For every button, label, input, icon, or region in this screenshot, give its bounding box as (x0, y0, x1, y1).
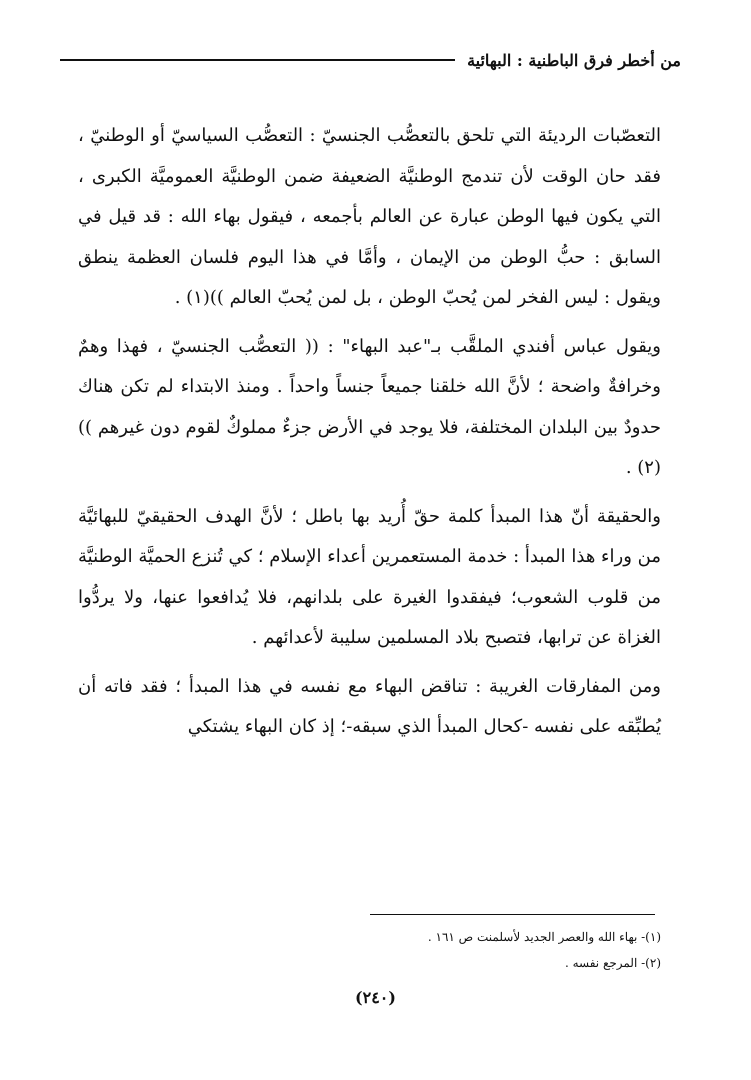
footnote: (١)- بهاء الله والعصر الجديد لأسلمنت ص ١٦١ . (427, 930, 661, 944)
running-header (60, 40, 681, 80)
footnote-separator (370, 914, 655, 915)
footnote: (٢)- المرجع نفسه . (564, 956, 661, 970)
body-text (78, 116, 661, 756)
paragraph: والحقيقة أنّ هذا المبدأ كلمة حقّ أُريد بها باطل ؛ لأنَّ الهدف الحقيقيّ للبهائيَّة من وراء هذا المبدأ : خدمة المستعمرين أعداء الإسلام ؛ كي تُنزع الحميَّة الوطنيَّة من قلوب الشعوب؛ فيفقدوا الغيرة على بلدانهم، فلا يُدافعوا عنها، ولا يردُّوا الغزاة عن ترابها، فتصبح بلاد المسلمين سليبة لأعدائهم . (78, 505, 661, 648)
paragraph: ويقول عباس أفندي الملقَّب بـ"عبد البهاء" : (( التعصُّب الجنسيّ ، فهذا وهمٌ وخرافةٌ واضحة ؛ لأنَّ الله خلقنا جميعاً جنساً واحداً . ومنذ الابتداء لم تكن هناك حدودٌ بين البلدان المختلفة، فلا يوجد في الأرض جزءٌ مملوكٌ لقوم دون غيرهم ))(٢) . (78, 335, 661, 478)
header-title: من أخطر فرق الباطنية : البهائية (467, 50, 681, 70)
footnotes (200, 924, 661, 976)
page-number: (٢٤٠) (355, 988, 396, 1007)
paragraph: التعصّبات الرديئة التي تلحق بالتعصُّب الجنسيّ : التعصُّب السياسيّ أو الوطنيّ ، فقد حان الوقت لأن تندمج الوطنيَّة الضعيفة ضمن الوطنيَّة العموميَّة الكبرى ، التي يكون فيها الوطن عبارة عن العالم بأجمعه ، فيقول بهاء الله : قد قيل في السابق : حبُّ الوطن من الإيمان ، وأمَّا في هذا اليوم فلسان العظمة ينطق ويقول : ليس الفخر لمن يُحبّ الوطن ، بل لمن يُحبّ العالم ))(١) . (78, 125, 661, 308)
paragraph: ومن المفارقات الغريبة : تناقض البهاء مع نفسه في هذا المبدأ ؛ فقد فاته أن يُطبِّقه على نفسه -كحال المبدأ الذي سبقه-؛ إذ كان البهاء يشتكي (78, 675, 661, 737)
header-rule (60, 59, 455, 61)
